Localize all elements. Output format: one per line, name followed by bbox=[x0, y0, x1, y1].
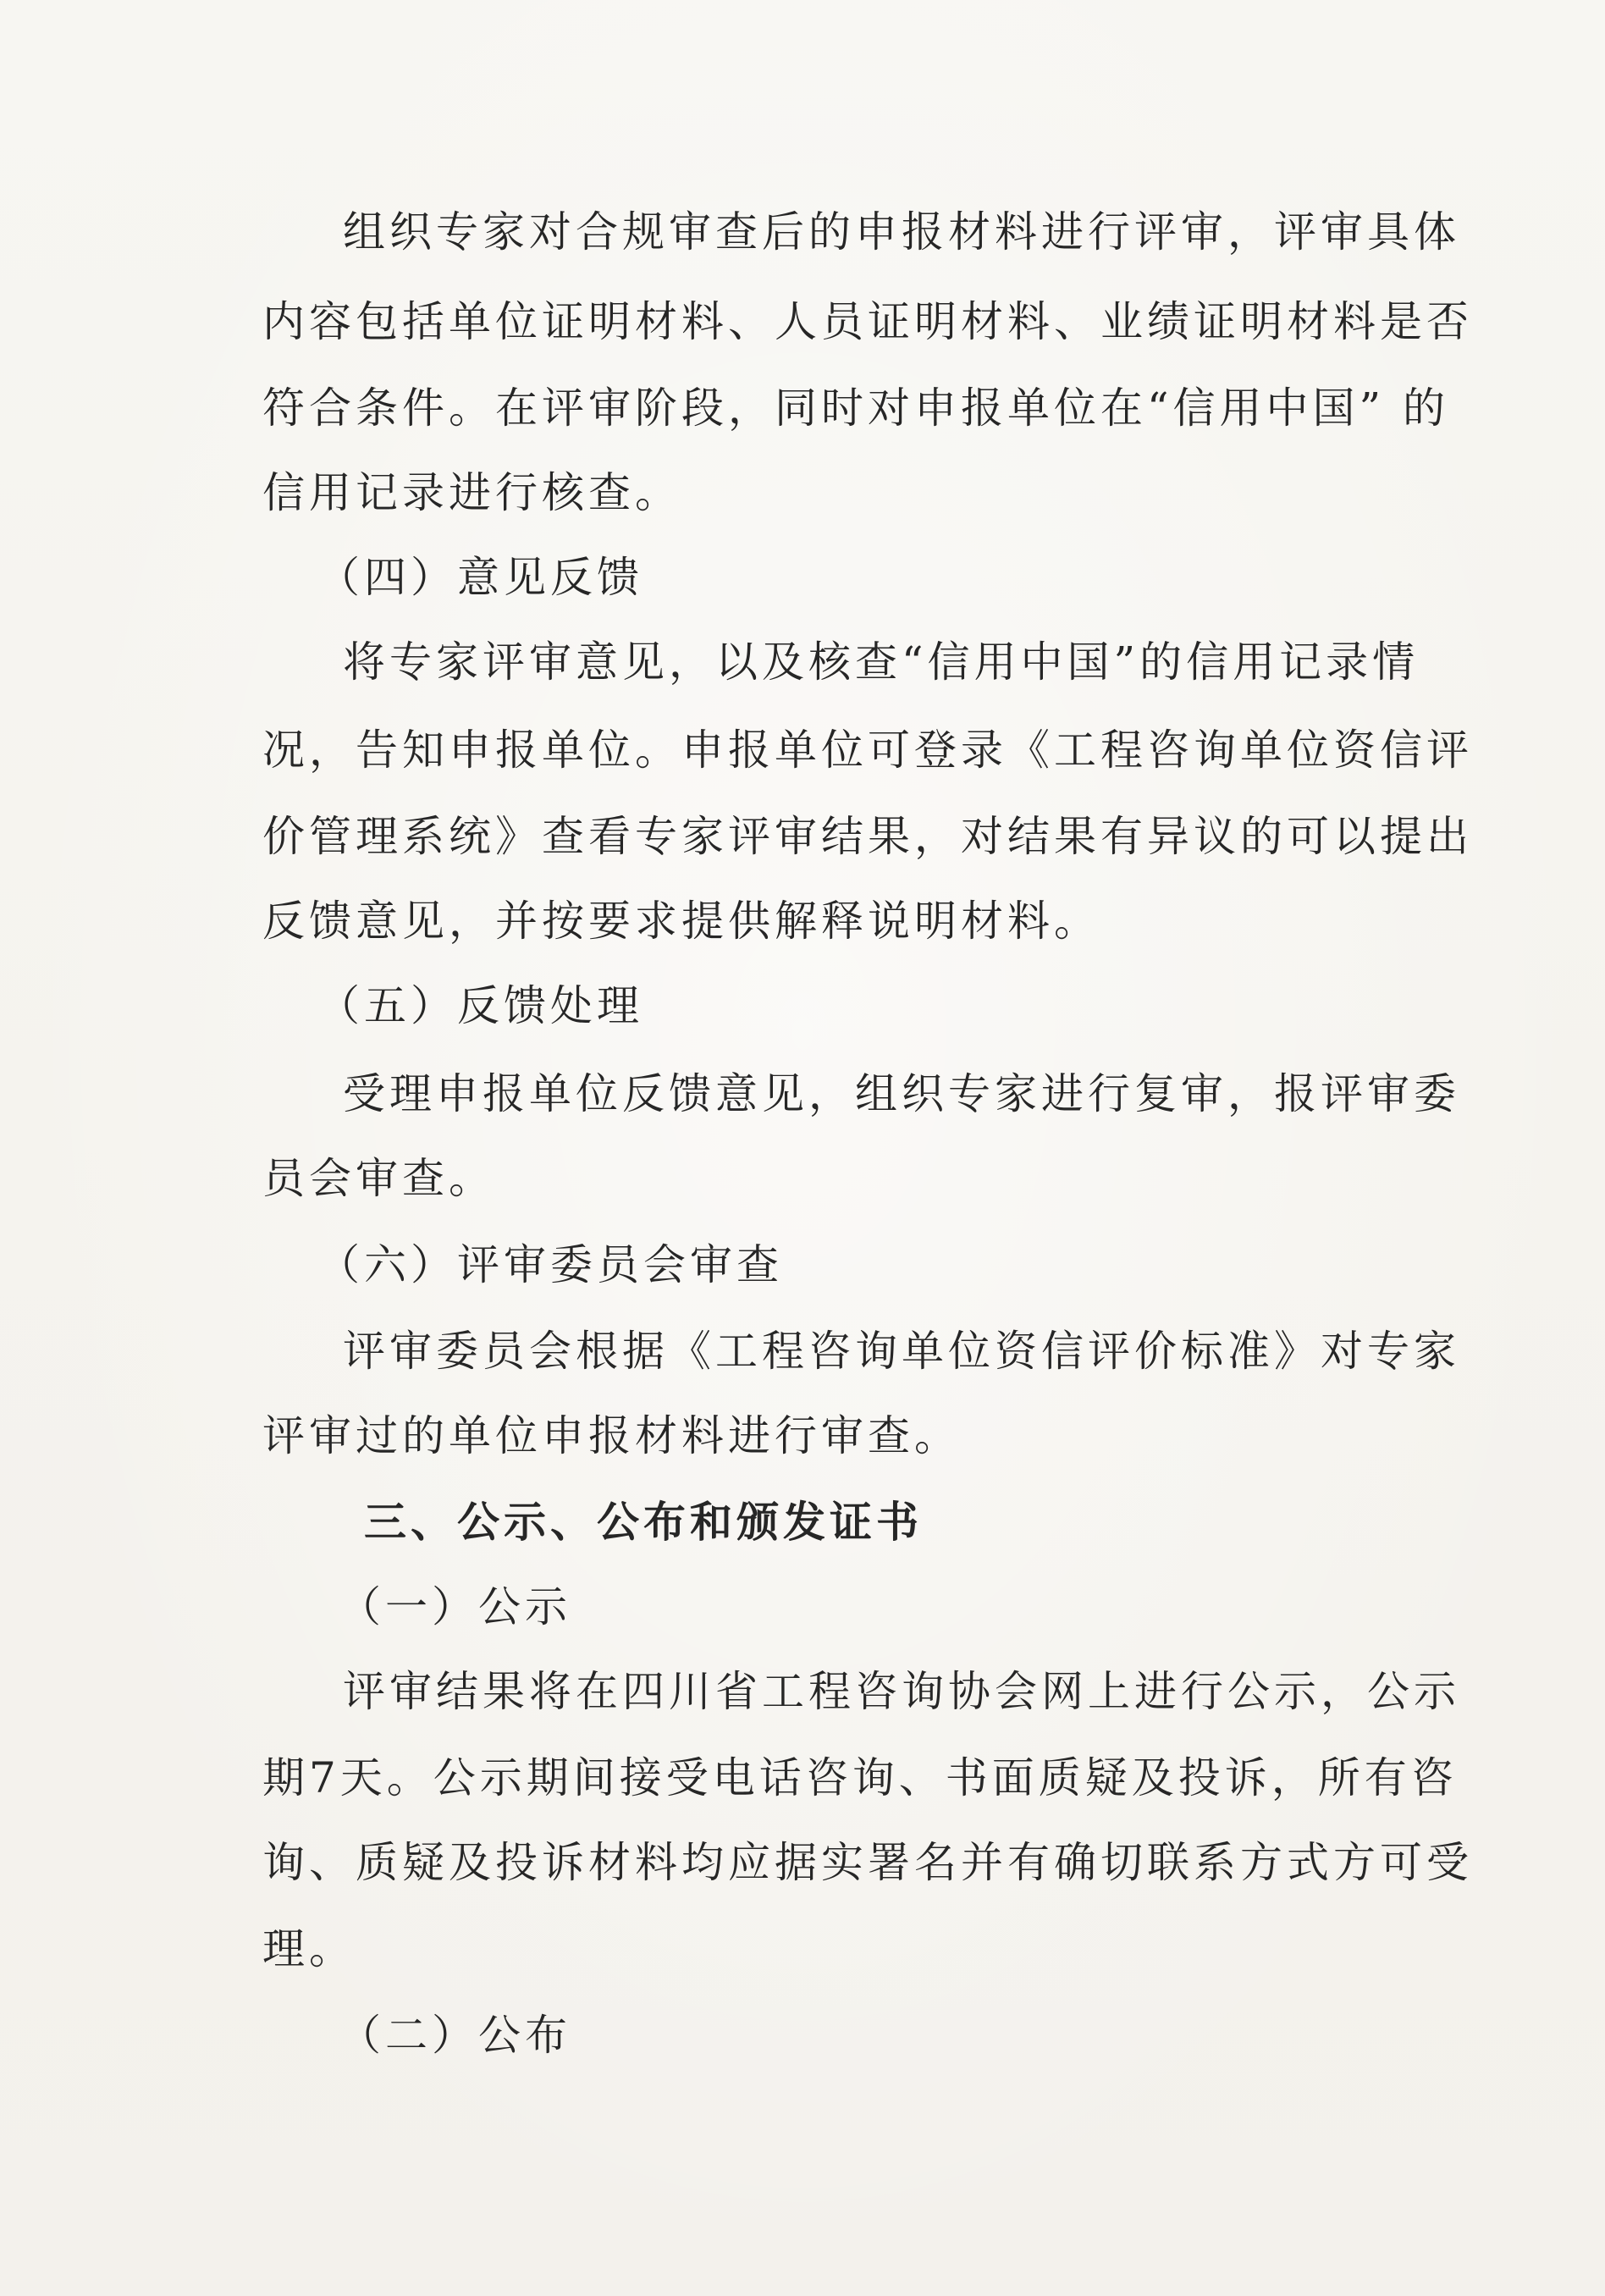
paragraph-line: 评审结果将在四川省工程咨询协会网上进行公示，公示 bbox=[343, 1667, 1460, 1716]
paragraph-line: 反馈意见，并按要求提供解释说明材料。 bbox=[262, 897, 1100, 946]
paragraph-line: 况，告知申报单位。申报单位可登录《工程咨询单位资信评 bbox=[262, 726, 1473, 775]
section-heading: （六）评审委员会审查 bbox=[317, 1240, 783, 1289]
paragraph-line: 信用记录进行核查。 bbox=[262, 468, 681, 517]
paragraph-line: 符合条件。在评审阶段，同时对申报单位在“信用中国” 的 bbox=[262, 384, 1450, 433]
section-heading: （二）公布 bbox=[339, 2011, 571, 2060]
paragraph-line: 评审委员会根据《工程咨询单位资信评价标准》对专家 bbox=[343, 1327, 1460, 1376]
paragraph-line: 理。 bbox=[262, 1924, 356, 1973]
section-heading: （四）意见反馈 bbox=[317, 553, 643, 602]
paragraph-line: 内容包括单位证明材料、人员证明材料、业绩证明材料是否 bbox=[262, 297, 1473, 346]
paragraph-line: 询、质疑及投诉材料均应据实署名并有确切联系方式方可受 bbox=[262, 1838, 1473, 1887]
paragraph-line: 员会审查。 bbox=[262, 1154, 495, 1203]
paragraph-line: 期7天。公示期间接受电话咨询、书面质疑及投诉，所有咨 bbox=[262, 1753, 1458, 1802]
section-heading: （五）反馈处理 bbox=[317, 981, 643, 1030]
section-heading: （一）公示 bbox=[339, 1582, 571, 1631]
paragraph-line: 评审过的单位申报材料进行审查。 bbox=[262, 1411, 961, 1460]
paragraph-line: 组织专家对合规审查后的申报材料进行评审，评审具体 bbox=[343, 207, 1460, 257]
paragraph-line: 将专家评审意见，以及核查“信用中国”的信用记录情 bbox=[343, 637, 1420, 687]
paragraph-line: 价管理系统》查看专家评审结果，对结果有异议的可以提出 bbox=[262, 812, 1473, 861]
chapter-heading: 三、公示、公布和颁发证书 bbox=[364, 1497, 923, 1547]
paragraph-line: 受理申报单位反馈意见，组织专家进行复审，报评审委 bbox=[343, 1069, 1460, 1118]
